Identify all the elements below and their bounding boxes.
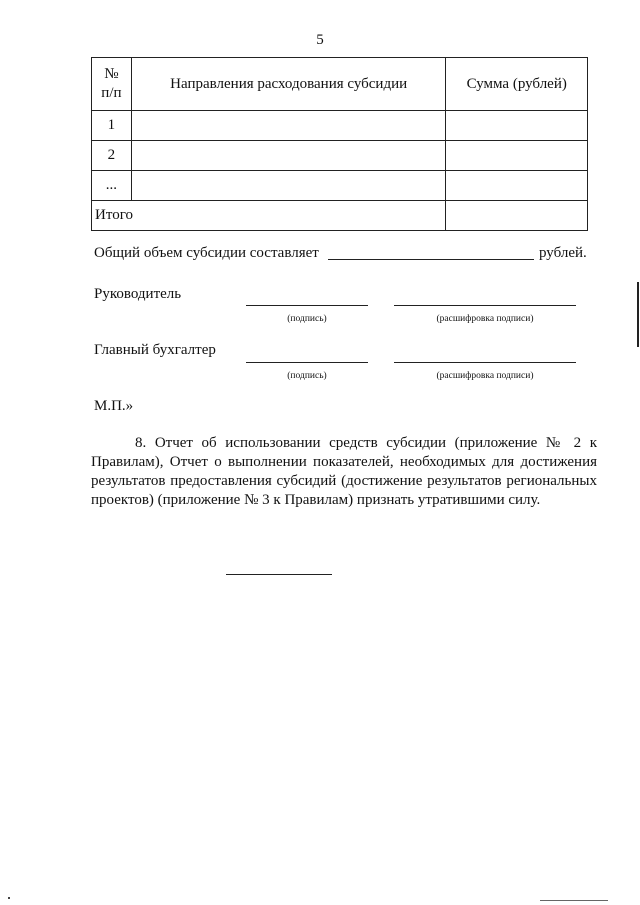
subsidy-suffix: рублей. [539, 245, 587, 261]
total-sum [446, 201, 588, 231]
row-direction [131, 111, 446, 141]
accountant-decoding-line [394, 362, 576, 363]
stamp-label: М.П.» [94, 398, 134, 414]
corner-line [540, 900, 608, 901]
header-direction: Направления расходования субсидии [131, 58, 446, 111]
header-sum: Сумма (рублей) [446, 58, 588, 111]
row-number: ... [92, 171, 132, 201]
page-number: 5 [316, 32, 324, 48]
subsidy-amount-line [328, 259, 534, 260]
accountant-decoding-caption: (расшифровка подписи) [436, 371, 534, 381]
corner-dot [8, 897, 10, 899]
end-separator-line [226, 574, 332, 575]
row-sum [446, 171, 588, 201]
row-sum [446, 111, 588, 141]
row-number: 2 [92, 141, 132, 171]
row-number: 1 [92, 111, 132, 141]
row-sum [446, 141, 588, 171]
accountant-signature-line [246, 362, 368, 363]
row-direction [131, 141, 446, 171]
table-header-row [92, 58, 588, 111]
accountant-signature-caption: (подпись) [287, 371, 327, 381]
head-decoding-caption: (расшифровка подписи) [436, 314, 534, 324]
table-row [92, 111, 588, 141]
head-label: Руководитель [94, 286, 182, 302]
paragraph-8: 8. Отчет об использовании средств субсидии (приложение № 2 к Правилам), Отчет о выполнении показателей, необходимых для достижения результатов предоставления субсидий (достижение результатов региональных проектов) (приложение № 3 к Правилам) признать утратившими силу. [91, 435, 597, 508]
subsidy-prefix: Общий объем субсидии составляет [94, 245, 319, 261]
expenses-table [91, 57, 588, 231]
head-signature-caption: (подпись) [287, 314, 327, 324]
table-total-row [92, 201, 588, 231]
head-decoding-line [394, 305, 576, 306]
header-number: № п/п [92, 58, 132, 111]
table-row [92, 171, 588, 201]
row-direction [131, 171, 446, 201]
head-signature-line [246, 305, 368, 306]
margin-mark [637, 282, 639, 347]
table-row [92, 141, 588, 171]
accountant-label: Главный бухгалтер [94, 342, 216, 358]
total-label: Итого [92, 201, 446, 231]
